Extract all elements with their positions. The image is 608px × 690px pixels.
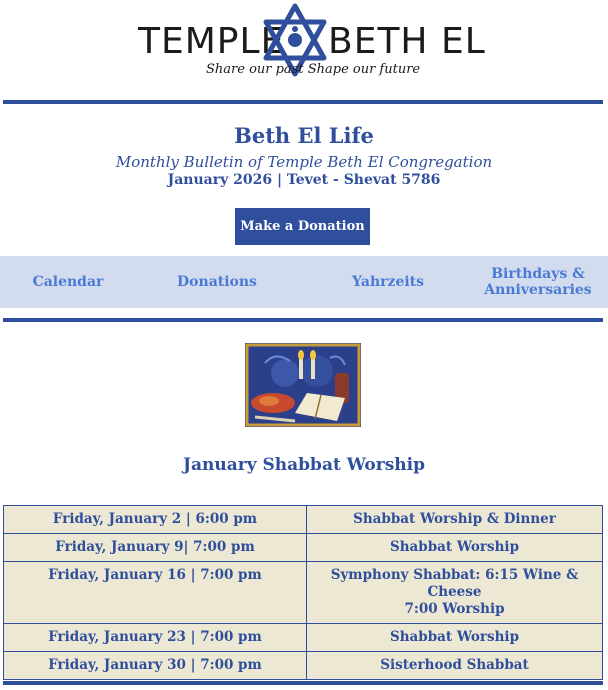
nav-bar <box>0 256 608 308</box>
table-row <box>4 506 603 534</box>
schedule-event-cell: Sisterhood Shabbat <box>307 652 603 680</box>
nav-birthdays-line1: Birthdays & <box>491 266 585 282</box>
make-donation-button[interactable]: Make a Donation <box>235 208 370 245</box>
nav-link-donations[interactable]: Donations <box>177 274 257 290</box>
bulletin-dateline: January 2026 | Tevet - Shevat 5786 <box>167 172 441 188</box>
bulletin-title: Beth El Life <box>234 123 374 148</box>
nav-link-calendar[interactable]: Calendar <box>32 274 104 290</box>
divider-top <box>3 100 603 104</box>
divider-middle <box>3 318 603 322</box>
temple-logo[interactable] <box>0 0 608 96</box>
section-heading-shabbat-worship: January Shabbat Worship <box>182 455 426 475</box>
schedule-event-cell: Shabbat Worship <box>307 624 603 652</box>
schedule-date-cell: Friday, January 30 | 7:00 pm <box>4 652 307 680</box>
logo-word-temple: TEMPLE <box>138 21 285 62</box>
divider-bottom <box>3 681 603 685</box>
schedule-date-cell: Friday, January 2 | 6:00 pm <box>4 506 307 534</box>
shabbat-artwork-image <box>245 343 361 427</box>
schedule-event-line1: Symphony Shabbat: 6:15 Wine & Cheese <box>330 567 579 600</box>
table-row <box>4 624 603 652</box>
schedule-event-cell: Shabbat Worship & Dinner <box>307 506 603 534</box>
logo-word-beth-el: BETH EL <box>328 21 486 62</box>
nav-birthdays-line2: Anniversaries <box>484 282 592 298</box>
schedule-date-cell: Friday, January 23 | 7:00 pm <box>4 624 307 652</box>
bulletin-subtitle: Monthly Bulletin of Temple Beth El Congregation <box>115 153 493 171</box>
schedule-event-cell <box>307 562 603 624</box>
table-row <box>4 562 603 624</box>
schedule-event-line2: 7:00 Worship <box>404 601 505 617</box>
table-row <box>4 534 603 562</box>
logo-tagline: Share our past Shape our future <box>206 62 421 77</box>
table-row <box>4 652 603 680</box>
schedule-date-cell: Friday, January 9| 7:00 pm <box>4 534 307 562</box>
schedule-event-cell: Shabbat Worship <box>307 534 603 562</box>
shabbat-schedule-table <box>3 505 603 680</box>
schedule-date-cell: Friday, January 16 | 7:00 pm <box>4 562 307 624</box>
nav-link-birthdays-anniversaries[interactable] <box>478 266 598 298</box>
nav-link-yahrzeits[interactable]: Yahrzeits <box>351 274 425 290</box>
